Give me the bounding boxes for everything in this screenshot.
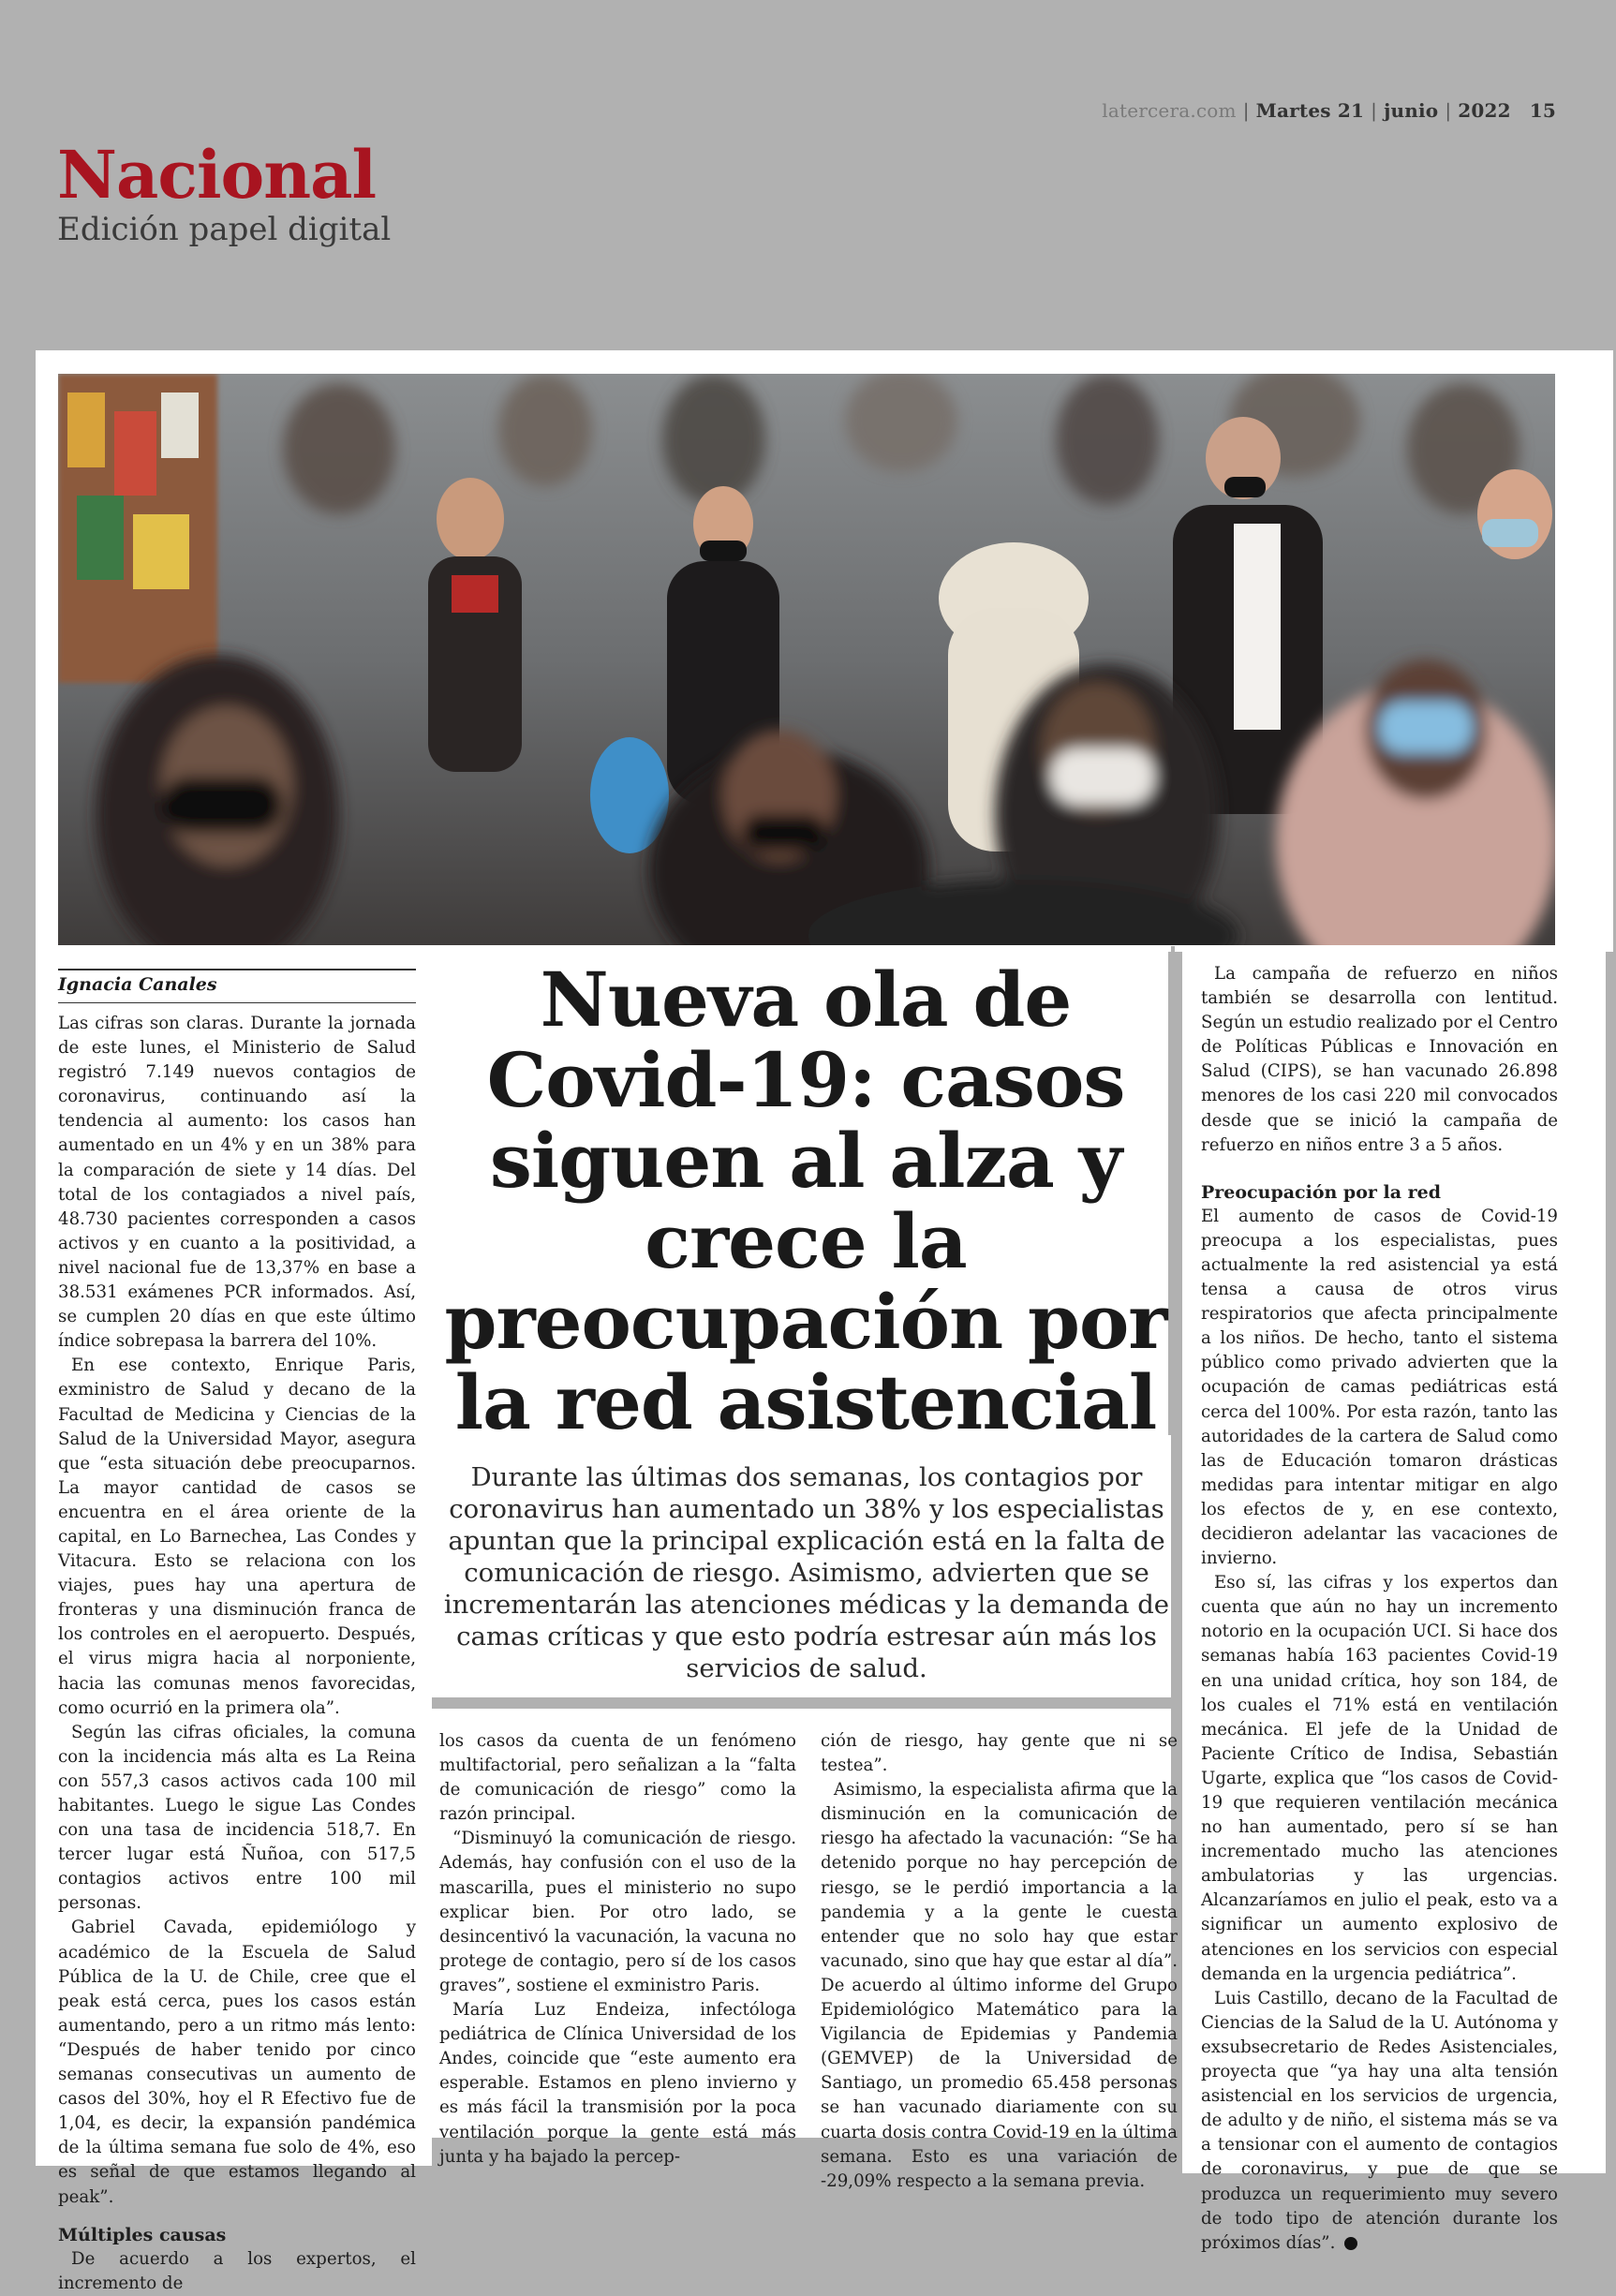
article-photo: [58, 374, 1555, 945]
article-column-3: [821, 1729, 1178, 2194]
paragraph: “Disminuyó la comunicación de riesgo. Además, hay confusión con el uso de la mascarilla, pues el ministerio no supo explicar bien. Por otro lado, se desincentivó la vacunación, la vacuna no protege de contagio, pero sí de los casos graves”, sostiene el exministro Paris.: [439, 1829, 796, 1995]
paragraph: María Luz Endeiza, infectóloga pediátrica de Clínica Universidad de los Andes, coincide que “este aumento era esperable. Estamos en pleno invierno y es más fácil la transmisión por la poca ventilación porque la gente está más junta y ha bajado la percep-: [439, 2000, 796, 2167]
page-header-line: [1102, 99, 1556, 122]
author-byline: Ignacia Canales: [58, 974, 416, 1003]
divider-horizontal: [432, 1697, 1181, 1709]
divider-vertical: [1171, 946, 1175, 965]
paragraph: [1201, 1987, 1558, 2256]
paragraph: Gabriel Cavada, epidemiólogo y académico de la Escuela de Salud Pública de la U. de Chile, cree que el peak está cerca, pues los casos están aumentando, pero a un ritmo más lento: “Después de haber tenido por cinco semanas consecutivas un aumento de casos del 30%, hoy el R Efectivo fue de 1,04, es decir, la expansión pandémica de la última semana fue solo de 4%, eso es señal de que estamos llegando al peak”.: [58, 1918, 416, 2207]
paragraph: Asimismo, la especialista afirma que la disminución en la comunicación de riesgo ha afectado la vacunación: “Se ha detenido porque no hay percepción de riesgo, se le perdió importancia a la pandemia y a la gente le cuesta entender que no solo hay que estar vacunado, sino que hay que estar al día”. De acuerdo al último informe del Grupo Epidemiológico Matemático para la Vigilancia de Epidemias y Pandemia (GEMVEP) de la Universidad de Santiago, un promedio 65.458 personas se han vacunado diariamente con su cuarta dosis contra Covid-19 en la última semana. Esto es una variación de -29,09% respecto a la semana previa.: [821, 1780, 1178, 2191]
date-month: junio: [1384, 99, 1439, 122]
article-column-2: [439, 1729, 796, 2170]
site-name[interactable]: latercera.com: [1102, 99, 1237, 122]
crowd-photo-illustration: [58, 374, 1555, 945]
subheading: Preocupación por la red: [1201, 1181, 1442, 1203]
paragraph: En ese contexto, Enrique Paris, exministro de Salud y decano de la Facultad de Medicina y Ciencias de la Salud de la Universidad Mayor, asegura que “esta situación debe preocuparnos. La mayor cantidad de casos se encuentra en el área oriente de la capital, en Lo Barnechea, Las Condes y Vitacura. Esto se relaciona con los viajes, pues hay una apertura de fronteras y una disminución franca de los controles en el aeropuerto. Después, el virus migra hacia al norponiente, hacia las comunas menos favorecidas, como ocurrió en la primera ola”.: [58, 1355, 416, 1718]
article-column-4: [1201, 962, 1558, 2256]
article-column-1: [58, 1012, 416, 2296]
paragraph: Según las cifras oficiales, la comuna con la incidencia más alta es La Reina con 557,3 casos activos cada 100 mil habitantes. Luego le sigue Las Condes con una tasa de incidencia 518,7. En tercer lugar está Ñuñoa, con 517,5 contagios activos entre 100 mil personas.: [58, 1722, 416, 1914]
paragraph: De acuerdo a los expertos, el incremento de: [58, 2248, 416, 2293]
author-rule: [58, 969, 416, 970]
article-lede: Durante las últimas dos semanas, los contagios por coronavirus han aumentado un 38% y los especialistas apuntan que la principal explicación está en la falta de comunicación de riesgo. Asimismo, advierten que se incrementarán las atenciones médicas y la demanda de camas críticas y que esto podría estresar aún más los servicios de salud.: [443, 1462, 1170, 1683]
paragraph: ción de riesgo, hay gente que ni se testea”.: [821, 1731, 1178, 1776]
separator: |: [1445, 99, 1452, 122]
section-subtitle: Edición papel digital: [57, 211, 392, 248]
date-weekday: Martes 21: [1255, 99, 1365, 122]
paragraph: Eso sí, las cifras y los expertos dan cuenta que aún no hay un incremento notorio en la ocupación UCI. Si hace dos semanas había 163 pacientes Covid-19 en una unidad crítica, hoy son 184, de los cuales el 71% está en ventilación mecánica. El jefe de la Unidad de Paciente Crítico de Indisa, Sebastián Ugarte, explica que “los casos de Covid-19 que requieren ventilación mecánica no han aumentado, pero sí se han incrementado mucho las atenciones ambulatorias y las urgencias. Alcanzaríamos en julio el peak, esto va a significar un aumento explosivo de atenciones en los servicios con especial demanda en la urgencia pediátrica”.: [1201, 1573, 1558, 1984]
article-headline: Nueva ola de Covid-19: casos siguen al alza y crece la preocupación por la red asistencial: [444, 955, 1167, 1446]
paragraph: Las cifras son claras. Durante la jornada de este lunes, el Ministerio de Salud registró 7.149 nuevos contagios de coronavirus, continuando así la tendencia al aumento: los casos han aumentado en un 4% y en un 38% para la comparación de siete y 14 días. Del total de los contagiados a nivel país, 48.730 pacientes corresponden a casos activos y en cuanto a la positividad, a nivel nacional fue de 13,37% en base a 38.531 exámenes PCR informados. Así, se cumplen 20 días en que este último índice sobrepasa la barrera del 10%.: [58, 1014, 416, 1352]
page-number: 15: [1529, 99, 1556, 122]
end-mark-icon: [1344, 2237, 1357, 2250]
paragraph: La campaña de refuerzo en niños también se desarrolla con lentitud. Según un estudio realizado por el Centro de Políticas Públicas e Innovación en Salud (CIPS), se han vacunado 26.898 menores de los casi 220 mil convocados desde que se inició la campaña de refuerzo en niños entre 3 a 5 años.: [1201, 964, 1558, 1155]
section-title: Nacional: [57, 136, 377, 214]
paragraph: los casos da cuenta de un fenómeno multifactorial, pero señalizan a la “falta de comunicación de riesgo” como la razón principal.: [439, 1731, 796, 1825]
paragraph-text: Luis Castillo, decano de la Facultad de Ciencias de la Salud de la U. Autónoma y exsubsecretario de Redes Asistenciales, proyecta que “ya hay una alta tensión asistencial en los servicios de urgencia, de adulto y de niño, el sistema más se va a tensionar con el aumento de contagios de coronavirus, y pue de que se produzca un requerimiento muy severo de todo tipo de atención durante los próximos días”.: [1201, 1988, 1558, 2253]
separator: |: [1371, 99, 1378, 122]
date-year: 2022: [1458, 99, 1511, 122]
separator: |: [1242, 99, 1250, 122]
paragraph: El aumento de casos de Covid-19 preocupa a los especialistas, pues actualmente la red asistencial ya está tensa a causa de otros virus respiratorios que afecta principalmente a los niños. De hecho, tanto el sistema público como privado advierten que la ocupación de camas pediátricas está cerca del 100%. Por esta razón, tanto las autoridades de la cartera de Salud como las de Educación tomaron drásticas medidas para intentar mitigar en algo los efectos de y, en ese contexto, decidieron adelantar las vacaciones de invierno.: [1201, 1206, 1558, 1569]
subheading: Múltiples causas: [58, 2224, 227, 2245]
